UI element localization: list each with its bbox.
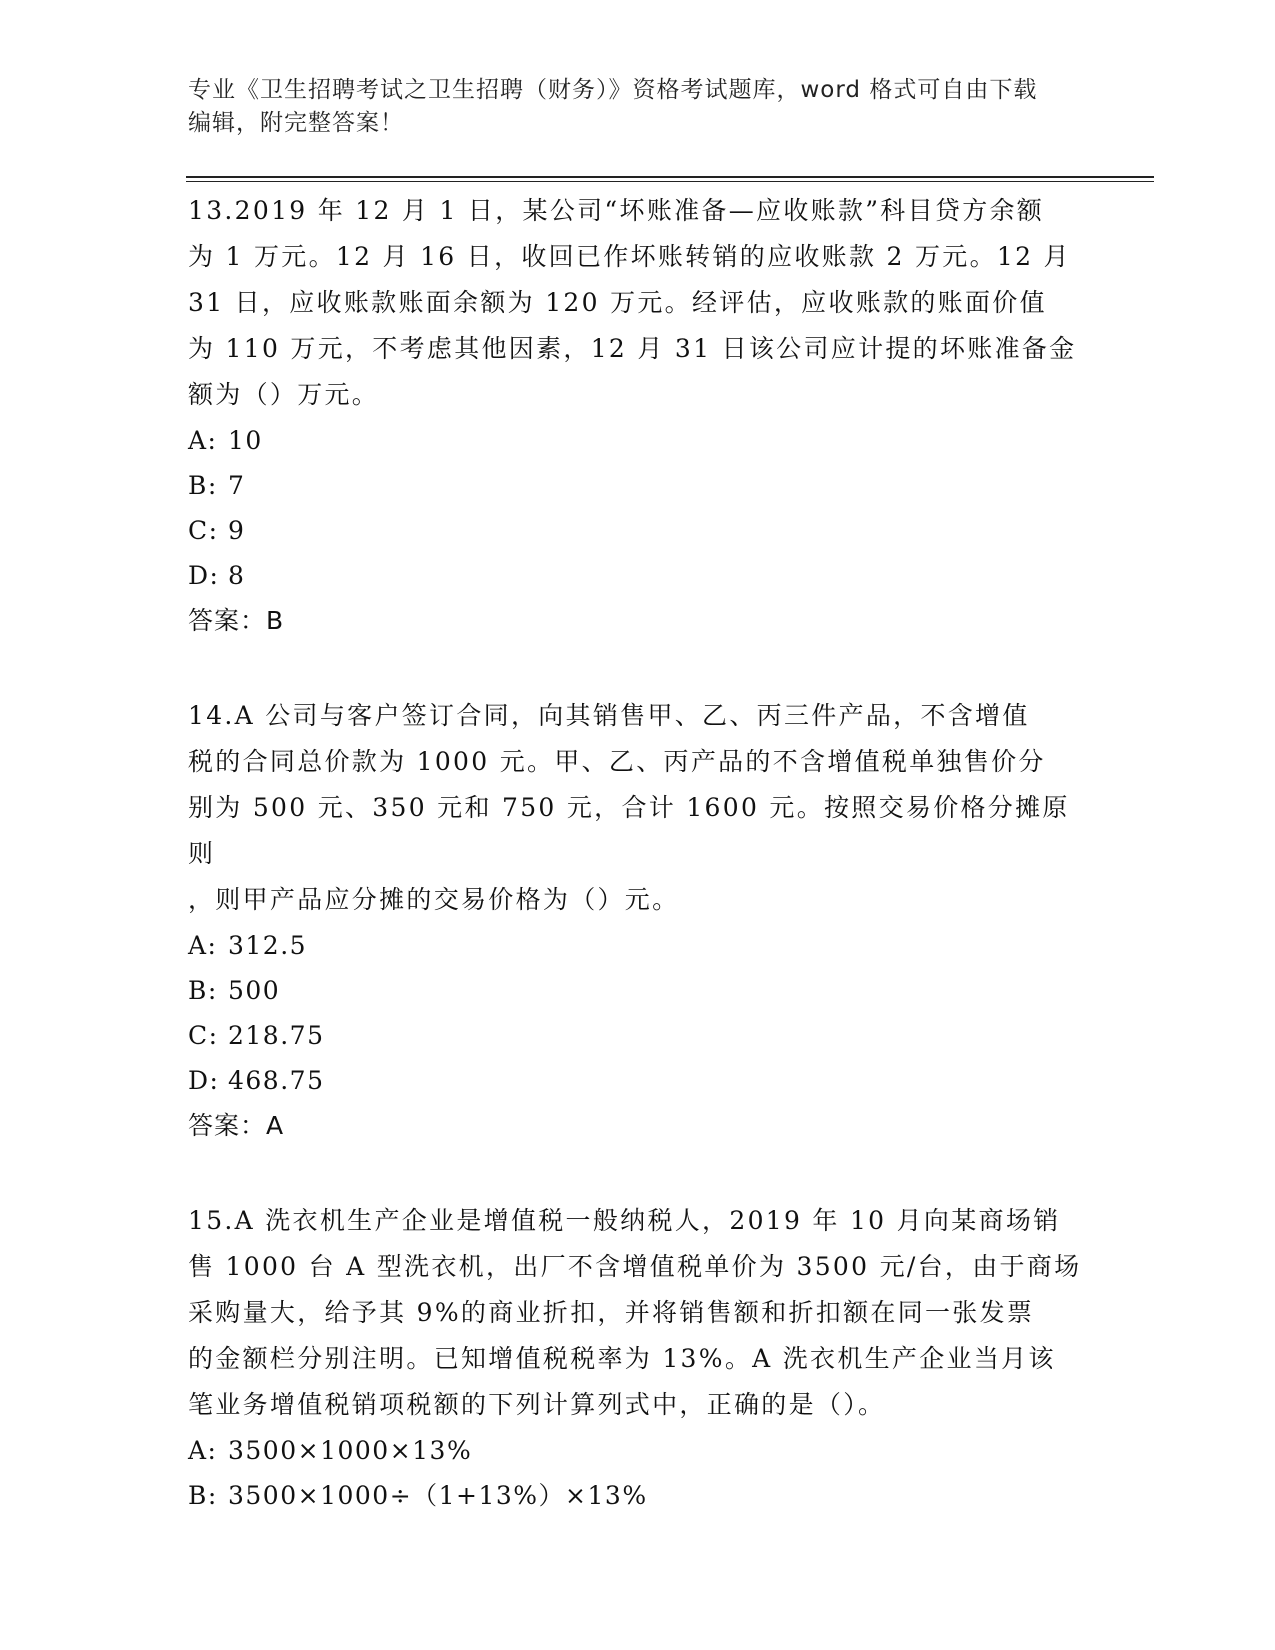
answer-line: 答案：A [188,1111,285,1140]
option-value: 3500×1000×13% [228,1436,473,1465]
answer-line: 答案：B [188,606,285,635]
option-label: A: [188,426,218,455]
option-b [188,463,1088,508]
question-stem-line: 税的合同总价款为 1000 元。甲、乙、丙产品的不含增值税单独售价分 [188,747,1046,776]
option-c [188,508,1088,553]
question-15 [188,1198,1088,1518]
header-line-2: 编辑，附完整答案！ [188,110,404,136]
question-stem-line: 15.A 洗衣机生产企业是增值税一般纳税人，2019 年 10 月向某商场销 [188,1206,1061,1235]
question-list [188,188,1088,1567]
option-b [188,968,1088,1013]
question-stem-line: 为 1 万元。12 月 16 日，收回已作坏账转销的应收账款 2 万元。12 月 [188,242,1071,271]
question-stem-line: 为 110 万元，不考虑其他因素，12 月 31 日该公司应计提的坏账准备金 [188,334,1077,363]
option-label: C: [188,1021,219,1050]
option-value: 468.75 [228,1066,325,1095]
question-stem-line: 笔业务增值税销项税额的下列计算列式中，正确的是（）。 [188,1390,886,1419]
option-label: B: [188,471,218,500]
option-value: 9 [228,516,246,545]
option-label: D: [188,1066,220,1095]
option-value: 218.75 [228,1021,325,1050]
option-c [188,1013,1088,1058]
question-stem-line: ，则甲产品应分摊的交易价格为（）元。 [188,885,680,914]
option-value: 500 [228,976,281,1005]
option-label: B: [188,1481,218,1510]
option-label: C: [188,516,219,545]
question-13 [188,188,1088,644]
question-stem-line: 14.A 公司与客户签订合同，向其销售甲、乙、丙三件产品，不含增值 [188,701,1030,730]
option-label: B: [188,976,218,1005]
question-stem-line: 售 1000 台 A 型洗衣机，出厂不含增值税单价为 3500 元/台，由于商场 [188,1252,1082,1281]
question-stem-line: 31 日，应收账款账面余额为 120 万元。经评估，应收账款的账面价值 [188,288,1047,317]
document-header [188,74,1068,140]
option-value: 8 [228,561,246,590]
option-label: A: [188,1436,218,1465]
option-value: 10 [228,426,263,455]
question-stem-line: 采购量大，给予其 9%的商业折扣，并将销售额和折扣额在同一张发票 [188,1298,1035,1327]
option-value: 3500×1000÷（1+13%）×13% [228,1481,648,1510]
option-b [188,1473,1088,1518]
option-a [188,923,1088,968]
option-label: A: [188,931,218,960]
option-value: 312.5 [228,931,308,960]
option-a [188,418,1088,463]
question-14 [188,693,1088,1149]
header-divider-thick [186,176,1154,178]
option-a [188,1428,1088,1473]
option-d [188,1058,1088,1103]
question-stem-line: 的金额栏分别注明。已知增值税税率为 13%。A 洗衣机生产企业当月该 [188,1344,1056,1373]
question-stem-line: 别为 500 元、350 元和 750 元，合计 1600 元。按照交易价格分摊原则 [188,793,1070,868]
option-d [188,553,1088,598]
header-line-1: 专业《卫生招聘考试之卫生招聘（财务）》资格考试题库，word 格式可自由下载 [188,77,1038,103]
header-divider-thin [186,181,1154,182]
question-stem-line: 额为（）万元。 [188,380,380,409]
option-label: D: [188,561,220,590]
question-stem-line: 13.2019 年 12 月 1 日，某公司“坏账准备—应收账款”科目贷方余额 [188,196,1045,225]
option-value: 7 [228,471,246,500]
